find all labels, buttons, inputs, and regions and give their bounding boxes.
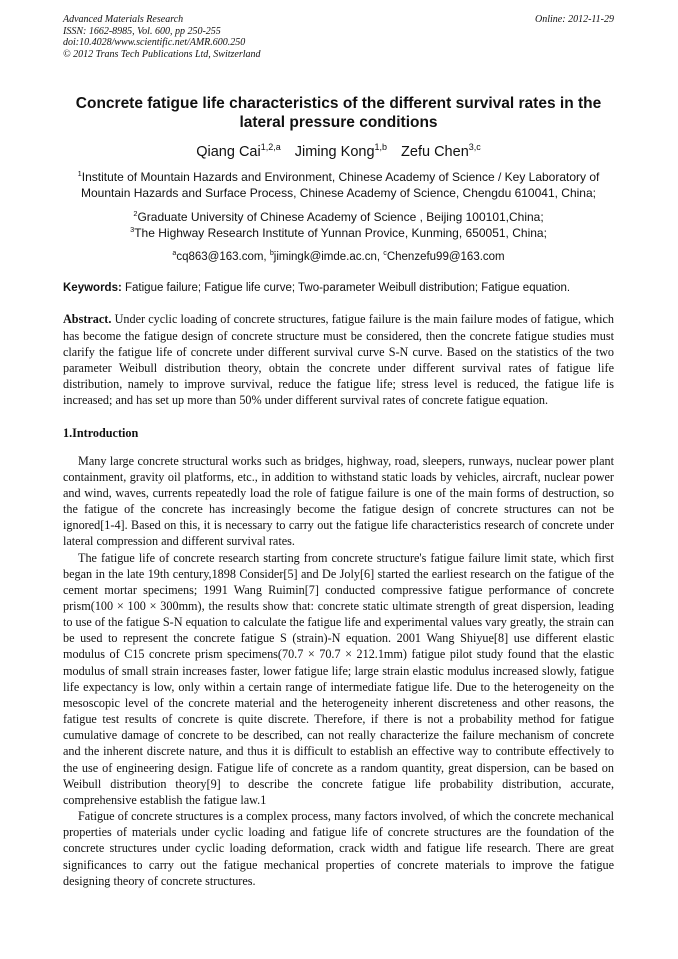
section-heading: 1.Introduction — [63, 425, 139, 440]
online-date: Online: 2012-11-29 — [535, 14, 614, 25]
journal-name: Advanced Materials Research — [63, 14, 184, 25]
journal-header — [63, 14, 614, 64]
abstract-label: Abstract. — [63, 312, 112, 327]
keywords-label: Keywords: — [63, 282, 122, 295]
keywords — [63, 281, 614, 296]
paper-page — [63, 14, 614, 889]
email: $^a$cq863@163.com, — [172, 249, 267, 264]
affiliation-3: $^3$The Highway Research Institute of Yunnan Provice, Kunming, 650051, China; — [130, 224, 547, 240]
author-emails — [63, 250, 614, 265]
author: Qiang Cai$^{1,2,a}$ — [196, 142, 281, 160]
journal-issn: ISSN: 1662-8985, Vol. 600, pp 250-255 — [63, 25, 221, 37]
intro-paragraph-2: The fatigue life of concrete research starting from concrete structure's fatigue failure limit state, which first began in the late 19th century,1898 Consider[5] and De Joly[6] started the earliest research on the fatigue of the cement mortar specimens; 1991 Wang Ruimin[7] conducted compressive fatigue performance of concrete prism(100 × 100 × 300mm), the results show that: concrete static ultimate strength of great dispersion, leading to use of the fatigue S-N equation to calculate the fatigue life and experimental values vary greatly, the strain can be used to represent the concrete fatigue S (strain)-N equation. 2001 Wang Shiyue[8] use different elastic modulus of C15 concrete prism specimens(70.7 × 70.7 × 212.1mm) fatigue pilot study found that the elastic modulus of small strain increases faster, lower fatigue life; large strain elastic modulus increased slowly, fatigue life expectancy is low, only within a certain range of intermediate fatigue life. Due to the heterogeneity on the mesoscopic level of the concrete material and the heterogeneity inherent discreteness and other reasons, the fatigue test results of concrete is quite discrete. Therefore, if there is not a probability method for fatigue cumulative damage of concrete to be described, can not really characterize the failure mechanism of concrete and the inherent discrete nature, and thus it is difficult to establish an effective way to contribute effectively to the use of engineering design. Fatigue life of concrete as a random quantity, great dispersion, can be based on Weibull distribution theory[9] to describe the concrete fatigue life probability distribution, accurate, comprehensive establish the fatigue law.1 — [63, 550, 614, 807]
journal-info — [63, 14, 614, 60]
email: $^b$jimingk@imde.ac.cn, — [269, 249, 381, 264]
journal-doi: doi:10.4028/www.scientific.net/AMR.600.250 — [63, 37, 246, 48]
keywords-text: Fatigue failure; Fatigue life curve; Two-parameter Weibull distribution; Fatigue equation. — [125, 282, 571, 295]
journal-copyright: © 2012 Trans Tech Publications Ltd, Switzerland — [63, 48, 261, 60]
author: Jiming Kong$^{1,b}$ — [294, 142, 388, 160]
affiliation-2: $^2$Graduate University of Chinese Academy of Science , Beijing 100101,China; — [133, 209, 544, 225]
abstract — [63, 311, 614, 408]
intro-paragraph-3: Fatigue of concrete structures is a complex process, many factors involved, of which the concrete mechanical properties of materials under cyclic loading and fatigue life of concrete structures are the foundation of the concrete structures under cyclic loading deformation, crack width and fatigue life research. There are great significances to carry out the fatigue mechanical properties of concrete materials to improve the fatigue designing theory of concrete structures. — [63, 809, 614, 888]
email: $^c$Chenzefu99@163.com — [383, 249, 505, 264]
affiliation-1: $^1$Institute of Mountain Hazards and Environment, Chinese Academy of Science / Key Laboratory of Mountain Hazards and Surface Process, Chinese Academy of Science, Chengdu 610041, China; — [77, 169, 600, 200]
intro-paragraph-1: Many large concrete structural works such as bridges, highway, road, sleepers, runways, nuclear power plant containment, gravity oil platforms, etc., in addition to withstand static loads by vehicles, aircraft, nuclear power and wind, waves, currents repeatedly load the role of fatigue failure is one of the main forms of destruction, so the fatigue of the concrete has increasingly become the fatigue design of concrete structures can not be ignored[1-4]. Based on this, it is necessary to carry out the fatigue life characteristics research of concrete under lateral compression and different survival rates. — [63, 453, 614, 549]
paper-title: Concrete fatigue life characteristics of the different survival rates in the lateral pressure conditions — [75, 95, 602, 131]
author: Zefu Chen$^{3,c}$ — [401, 142, 481, 160]
author-list — [63, 143, 614, 161]
abstract-text: Under cyclic loading of concrete structures, fatigue failure is the main failure modes of fatigue, which has become the fatigue design of concrete structure must be considered, then the concrete fatigue studies must clarify the fatigue life of concrete under different survival curve S-N curve. Based on the statistics of the two parameter Weibull distribution theory, obtain the concrete under different survival rates of fatigue life distribution, namely to improve survival, reduce the fatigue life; stress level is reduced, the fatigue life is increased; and has set up more than 50% under different survival rates of concrete fatigue equation. — [63, 312, 614, 408]
